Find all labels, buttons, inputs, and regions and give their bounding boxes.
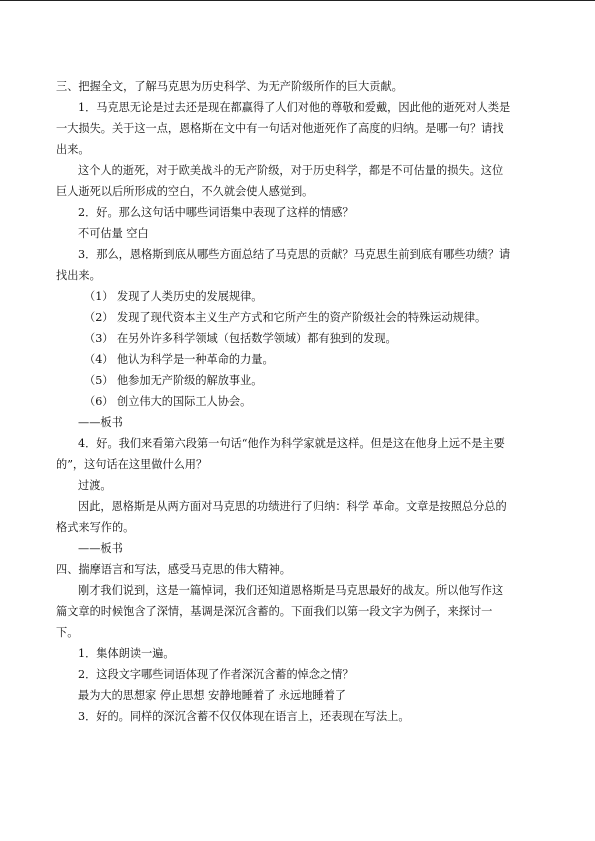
list-item-2: （2） 发现了现代资本主义生产方式和它所产生的资产阶级社会的特殊运动规律。 [84, 311, 487, 324]
summary: 因此，恩格斯是从两方面对马克思的功绩进行了归纳：科学 革命。文章是按照总分总的 [78, 500, 507, 513]
paragraph: 刚才我们说到，这是一篇悼词，我们还知道恩格斯是马克思最好的战友。所以他写作这 [78, 584, 504, 597]
board-note: ——板书 [78, 416, 123, 429]
list-item-6: （6） 创立伟大的国际工人协会。 [84, 395, 252, 408]
list-item-3: （3） 在另外许多科学领域（包括数学领域）都有独到的发现。 [84, 332, 397, 345]
question-3: 3．那么，恩格斯到底从哪些方面总结了马克思的贡献？马克思生前到底有哪些功绩？请 [78, 248, 511, 261]
section-heading-4: 四、揣摩语言和写法，感受马克思的伟大精神。 [56, 563, 291, 576]
question-1-cont: 出来。 [56, 143, 90, 156]
question-1-cont: 一大损失。关于这一点，恩格斯在文中有一句话对他逝死作了高度的归纳。是哪一句？请找 [56, 122, 504, 135]
board-note: ——板书 [78, 542, 123, 555]
question-2: 2．好。那么这句话中哪些词语集中表现了这样的情感？ [78, 206, 354, 219]
list-item-4: （4） 他认为科学是一种革命的力量。 [84, 353, 274, 366]
answer-2: 不可估量 空白 [78, 227, 149, 240]
list-item-5: （5） 他参加无产阶级的解放事业。 [84, 374, 263, 387]
question-1: 1．马克思无论是过去还是现在都赢得了人们对他的尊敬和爱戴，因此他的逝死对人类是 [78, 101, 511, 114]
section-heading-3: 三、把握全文，了解马克思为历史科学、为无产阶级所作的巨大贡献。 [56, 80, 403, 93]
step-2: 2．这段文字哪些词语体现了作者深沉含蓄的悼念之情？ [78, 668, 354, 681]
answer-1-cont: 巨人逝死以后所形成的空白，不久就会使人感觉到。 [56, 185, 314, 198]
answer-1: 这个人的逝死，对于欧美战斗的无产阶级，对于历史科学，都是不可估量的损失。这位 [78, 164, 504, 177]
paragraph-cont: 下。 [56, 626, 79, 639]
document-body [56, 76, 544, 727]
list-item-1: （1） 发现了人类历史的发展规律。 [84, 290, 263, 303]
question-4: 4．好。我们来看第六段第一句话“他作为科学家就是这样。但是这在他身上远不是主要 [78, 437, 505, 450]
paragraph-cont: 篇文章的时候饱含了深情，基调是深沉含蓄的。下面我们以第一段文字为例子，来探讨一 [56, 605, 493, 618]
summary-cont: 格式来写作的。 [56, 521, 135, 534]
step-1: 1．集体朗读一遍。 [78, 647, 175, 660]
step-2-answer: 最为大的思想家 停止思想 安静地睡着了 永远地睡着了 [78, 689, 346, 702]
step-3: 3．好的。同样的深沉含蓄不仅仅体现在语言上，还表现在写法上。 [78, 710, 410, 723]
answer-4: 过渡。 [78, 479, 112, 492]
top-rule [0, 0, 595, 1]
question-3-cont: 找出来。 [56, 269, 101, 282]
question-4-cont: 的”，这句话在这里做什么用？ [56, 458, 208, 471]
